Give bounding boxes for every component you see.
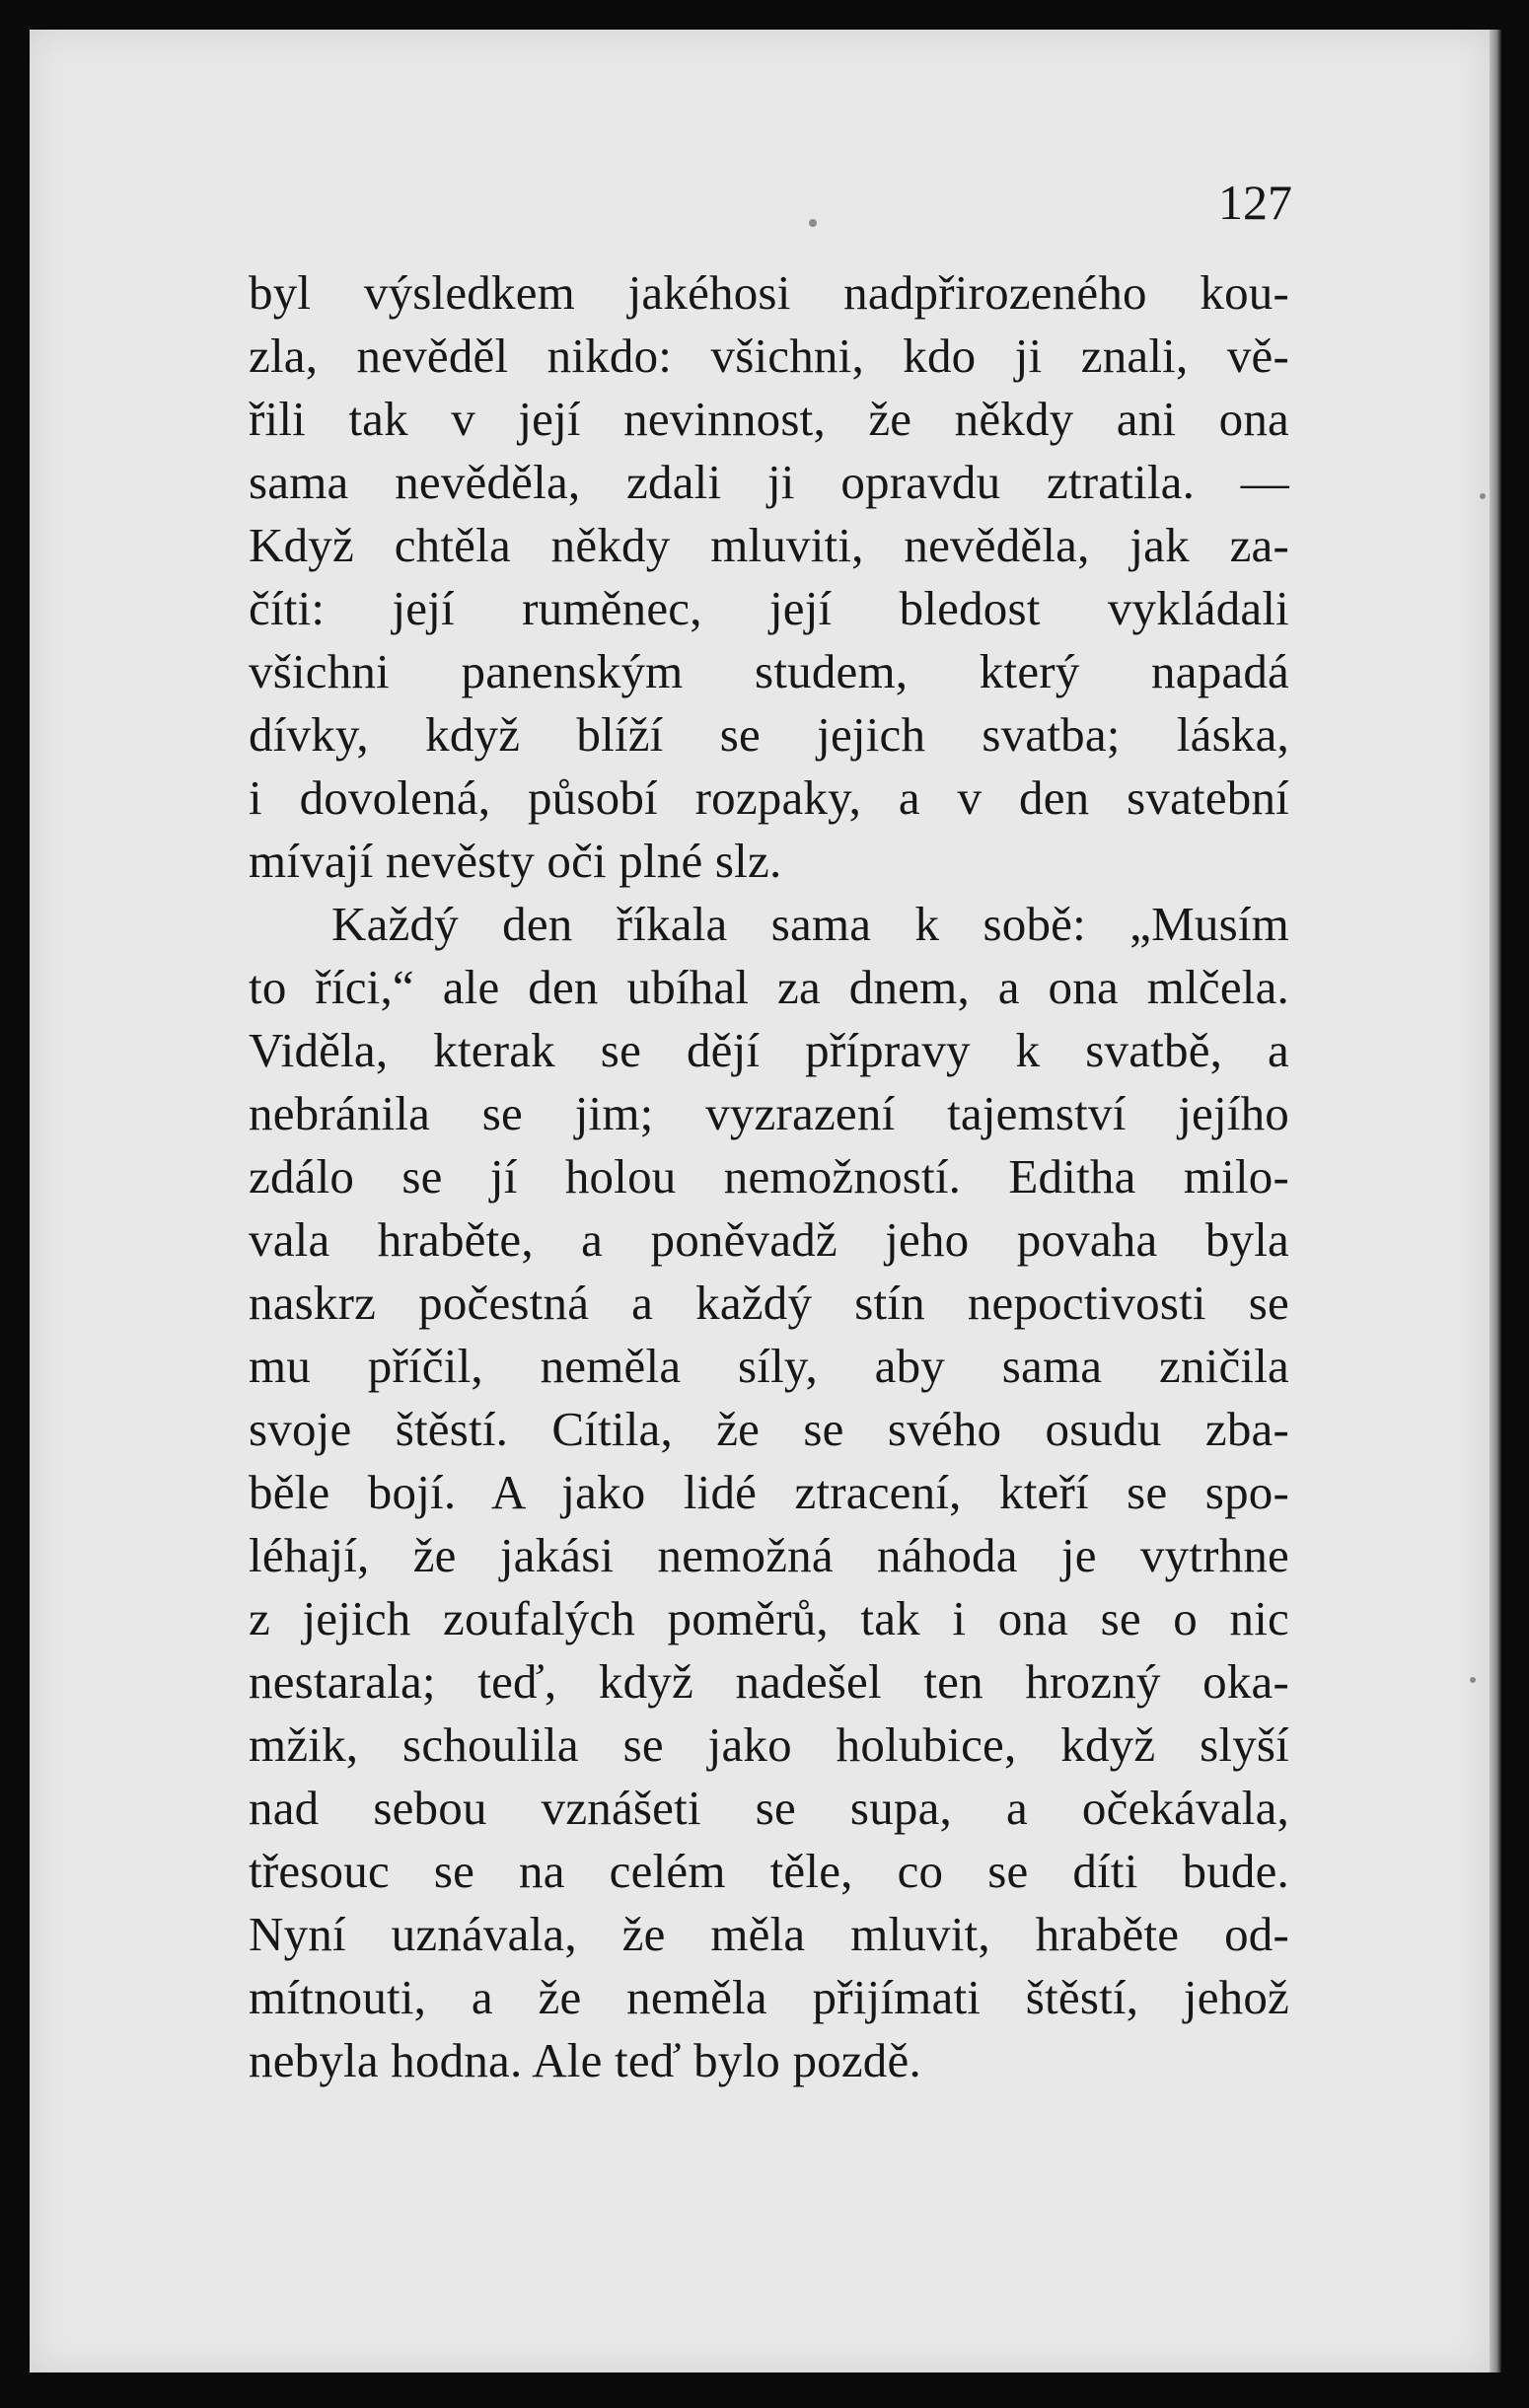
text-line: vala hraběte, a poněvadž jeho povaha byla <box>249 1212 1289 1267</box>
text-line: Každý den říkala sama k sobě: „Musím <box>331 897 1289 951</box>
text-line: nestarala; teď, když nadešel ten hrozný oka- <box>249 1654 1289 1709</box>
text-line: svoje štěstí. Cítila, že se svého osudu zba- <box>249 1402 1289 1456</box>
text-line: naskrz počestná a každý stín nepoctivosti se <box>249 1276 1289 1330</box>
paper-speck <box>1470 1677 1476 1683</box>
text-line: mžik, schoulila se jako holubice, když slyší <box>249 1717 1289 1772</box>
text-line: mítnouti, a že neměla přijímati štěstí, jehož <box>249 1970 1289 2024</box>
text-line: nebránila se jim; vyzrazení tajemství jejího <box>249 1086 1289 1140</box>
text-line: Nyní uznávala, že měla mluvit, hraběte od- <box>249 1907 1289 1961</box>
text-line: z jejich zoufalých poměrů, tak i ona se o nic <box>249 1591 1289 1645</box>
text-line: mívají nevěsty oči plné slz. <box>249 834 782 888</box>
text-line: zla, nevěděl nikdo: všichni, kdo ji znali, vě- <box>249 328 1289 383</box>
text-line: řili tak v její nevinnost, že někdy ani ona <box>249 392 1289 446</box>
text-line: léhají, že jakási nemožná náhoda je vytrhne <box>249 1528 1289 1582</box>
text-line: i dovolená, působí rozpaky, a v den svatební <box>249 770 1289 825</box>
page-edge-shadow <box>1490 30 1501 2372</box>
text-line: to říci,“ ale den ubíhal za dnem, a ona mlčela. <box>249 960 1289 1014</box>
text-line: třesouc se na celém těle, co se díti bude. <box>249 1844 1289 1898</box>
text-line: nebyla hodna. Ale teď bylo pozdě. <box>249 2033 921 2087</box>
text-line: mu příčil, neměla síly, aby sama zničila <box>249 1339 1289 1393</box>
page-body-text <box>249 261 1289 2092</box>
page-number: 127 <box>1218 175 1292 230</box>
text-line: běle bojí. A jako lidé ztracení, kteří se spo- <box>249 1465 1289 1519</box>
paper-speck <box>1480 493 1486 499</box>
text-line: nad sebou vznášeti se supa, a očekávala, <box>249 1781 1289 1835</box>
text-line: číti: její ruměnec, její bledost vykládali <box>249 581 1289 635</box>
text-line: byl výsledkem jakéhosi nadpřirozeného kou- <box>249 265 1289 320</box>
text-line: sama nevěděla, zdali ji opravdu ztratila. — <box>249 455 1289 509</box>
text-line: Když chtěla někdy mluviti, nevěděla, jak za- <box>249 518 1289 572</box>
text-line: všichni panenským studem, který napadá <box>249 644 1289 698</box>
text-line: dívky, když blíží se jejich svatba; láska, <box>249 707 1289 762</box>
paper-speck <box>809 219 817 227</box>
text-line: Viděla, kterak se dějí přípravy k svatbě, a <box>249 1023 1289 1077</box>
text-line: zdálo se jí holou nemožností. Editha milo- <box>249 1149 1289 1204</box>
